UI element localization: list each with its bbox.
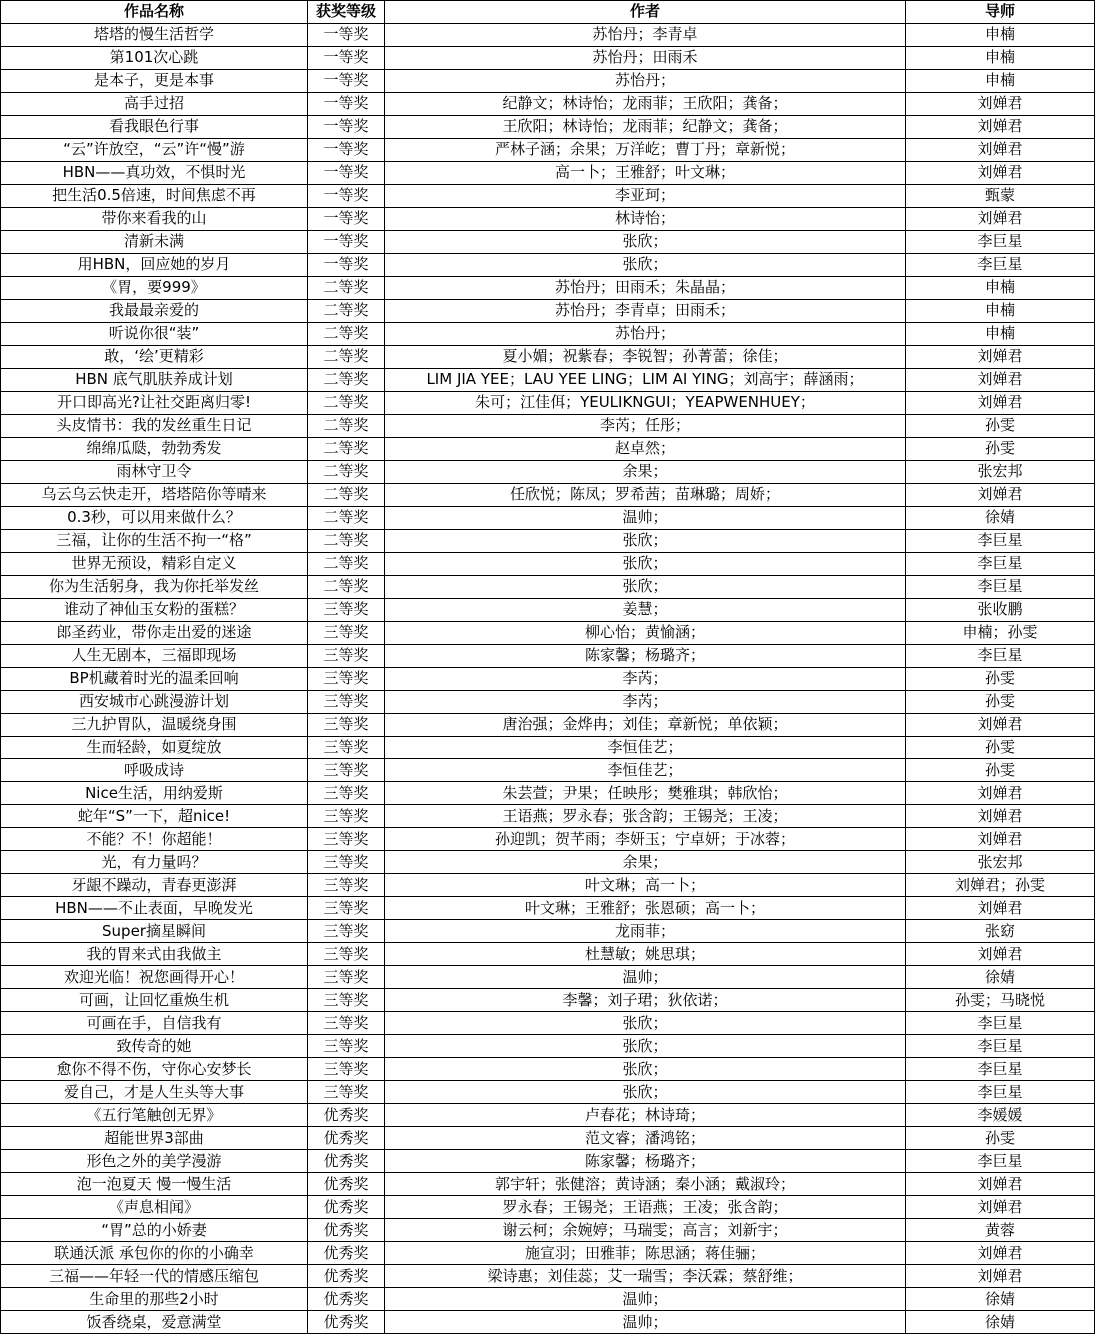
table-row — [1, 1104, 1095, 1127]
mentor-cell: 张收鹏 — [906, 598, 1095, 621]
work-title-cell: 西安城市心跳漫游计划 — [1, 690, 308, 713]
table-row — [1, 138, 1095, 161]
work-title-cell: 《胃，要999》 — [1, 276, 308, 299]
award-level-cell: 三等奖 — [308, 943, 385, 966]
table-row — [1, 759, 1095, 782]
authors-cell: 王语燕；罗永春；张含韵；王锡尧；王凌； — [385, 805, 906, 828]
table-row — [1, 667, 1095, 690]
table-row — [1, 253, 1095, 276]
work-title-cell: 雨林守卫令 — [1, 460, 308, 483]
mentor-cell: 刘婵君 — [906, 805, 1095, 828]
mentor-cell: 张窈 — [906, 920, 1095, 943]
award-level-cell: 三等奖 — [308, 989, 385, 1012]
table-row — [1, 92, 1095, 115]
mentor-cell: 李巨星 — [906, 552, 1095, 575]
mentor-cell: 刘婵君 — [906, 368, 1095, 391]
award-level-cell: 三等奖 — [308, 897, 385, 920]
authors-cell: 唐治强；金烨冉；刘佳；章新悦；单依颖； — [385, 713, 906, 736]
work-title-cell: 三福，让你的生活不拘一“格” — [1, 529, 308, 552]
work-title-cell: 是本子，更是本事 — [1, 69, 308, 92]
work-title-cell: 听说你很“装” — [1, 322, 308, 345]
table-row — [1, 1150, 1095, 1173]
table-row — [1, 69, 1095, 92]
authors-cell: 温帅； — [385, 1288, 906, 1311]
work-title-cell: 世界无预设，精彩自定义 — [1, 552, 308, 575]
mentor-cell: 刘婵君 — [906, 1265, 1095, 1288]
table-row — [1, 552, 1095, 575]
mentor-cell: 刘婵君 — [906, 1242, 1095, 1265]
table-row — [1, 345, 1095, 368]
authors-cell: 梁诗惠；刘佳蕊；艾一瑞雪；李沃霖；蔡舒维； — [385, 1265, 906, 1288]
authors-cell: 张欣； — [385, 1035, 906, 1058]
authors-cell: 余果； — [385, 460, 906, 483]
header-mentor: 导师 — [906, 1, 1095, 24]
authors-cell: 苏怡丹；李青卓；田雨禾； — [385, 299, 906, 322]
authors-cell: 温帅； — [385, 966, 906, 989]
table-row — [1, 161, 1095, 184]
work-title-cell: 联通沃派 承包你的你的小确幸 — [1, 1242, 308, 1265]
work-title-cell: 敢，‘绘’更精彩 — [1, 345, 308, 368]
table-row — [1, 184, 1095, 207]
authors-cell: 苏怡丹； — [385, 322, 906, 345]
work-title-cell: 泡一泡夏天 慢一慢生活 — [1, 1173, 308, 1196]
mentor-cell: 刘婵君 — [906, 782, 1095, 805]
work-title-cell: 光，有力量吗？ — [1, 851, 308, 874]
award-level-cell: 一等奖 — [308, 69, 385, 92]
table-row — [1, 1081, 1095, 1104]
authors-cell: 严林子涵；余果；万洋屹；曹丁丹；章新悦； — [385, 138, 906, 161]
mentor-cell: 徐婧 — [906, 966, 1095, 989]
authors-cell: 李芮； — [385, 667, 906, 690]
table-row — [1, 1288, 1095, 1311]
mentor-cell: 李巨星 — [906, 529, 1095, 552]
table-row — [1, 1058, 1095, 1081]
award-level-cell: 三等奖 — [308, 1012, 385, 1035]
authors-cell: 苏怡丹；田雨禾；朱晶晶； — [385, 276, 906, 299]
authors-cell: 苏怡丹；李青卓 — [385, 23, 906, 46]
table-row — [1, 1219, 1095, 1242]
mentor-cell: 张宏邦 — [906, 460, 1095, 483]
work-title-cell: 高手过招 — [1, 92, 308, 115]
mentor-cell: 刘婵君；孙雯 — [906, 874, 1095, 897]
table-row — [1, 23, 1095, 46]
authors-cell: 李芮；任彤； — [385, 414, 906, 437]
award-level-cell: 三等奖 — [308, 1081, 385, 1104]
authors-cell: 卢春花；林诗琦； — [385, 1104, 906, 1127]
mentor-cell: 孙雯；马晓悦 — [906, 989, 1095, 1012]
authors-cell: 郭宇轩；张健溶；黄诗涵；秦小涵；戴淑玲； — [385, 1173, 906, 1196]
authors-cell: 龙雨菲； — [385, 920, 906, 943]
mentor-cell: 刘婵君 — [906, 391, 1095, 414]
award-level-cell: 优秀奖 — [308, 1288, 385, 1311]
table-row — [1, 207, 1095, 230]
work-title-cell: HBN 底气肌肤养成计划 — [1, 368, 308, 391]
table-row — [1, 1311, 1095, 1334]
award-level-cell: 优秀奖 — [308, 1242, 385, 1265]
mentor-cell: 孙雯 — [906, 414, 1095, 437]
work-title-cell: 把生活0.5倍速，时间焦虑不再 — [1, 184, 308, 207]
work-title-cell: 生命里的那些2小时 — [1, 1288, 308, 1311]
award-level-cell: 三等奖 — [308, 920, 385, 943]
table-row — [1, 966, 1095, 989]
work-title-cell: 人生无剧本，三福即现场 — [1, 644, 308, 667]
work-title-cell: 可画，让回忆重焕生机 — [1, 989, 308, 1012]
award-level-cell: 二等奖 — [308, 575, 385, 598]
award-level-cell: 优秀奖 — [308, 1265, 385, 1288]
table-row — [1, 46, 1095, 69]
award-level-cell: 三等奖 — [308, 851, 385, 874]
authors-cell: 王欣阳；林诗怡；龙雨菲；纪静文；龚备； — [385, 115, 906, 138]
work-title-cell: 我最最亲爱的 — [1, 299, 308, 322]
mentor-cell: 刘婵君 — [906, 138, 1095, 161]
table-row — [1, 276, 1095, 299]
mentor-cell: 孙雯 — [906, 690, 1095, 713]
work-title-cell: Nice生活，用纳爱斯 — [1, 782, 308, 805]
table-row — [1, 782, 1095, 805]
work-title-cell: 三福——年轻一代的情感压缩包 — [1, 1265, 308, 1288]
mentor-cell: 刘婵君 — [906, 943, 1095, 966]
authors-cell: 张欣； — [385, 1012, 906, 1035]
mentor-cell: 李巨星 — [906, 575, 1095, 598]
mentor-cell: 李巨星 — [906, 644, 1095, 667]
mentor-cell: 申楠 — [906, 276, 1095, 299]
table-row — [1, 506, 1095, 529]
authors-cell: 姜慧； — [385, 598, 906, 621]
work-title-cell: HBN——不止表面，早晚发光 — [1, 897, 308, 920]
mentor-cell: 黄蓉 — [906, 1219, 1095, 1242]
work-title-cell: 超能世界3部曲 — [1, 1127, 308, 1150]
authors-cell: 赵卓然； — [385, 437, 906, 460]
mentor-cell: 申楠 — [906, 299, 1095, 322]
award-level-cell: 二等奖 — [308, 529, 385, 552]
award-level-cell: 一等奖 — [308, 138, 385, 161]
mentor-cell: 孙雯 — [906, 1127, 1095, 1150]
award-level-cell: 三等奖 — [308, 782, 385, 805]
work-title-cell: 谁动了神仙玉女粉的蛋糕？ — [1, 598, 308, 621]
table-row — [1, 322, 1095, 345]
authors-cell: 罗永春；王锡尧；王语燕；王凌；张含韵； — [385, 1196, 906, 1219]
mentor-cell: 徐婧 — [906, 506, 1095, 529]
authors-cell: 张欣； — [385, 230, 906, 253]
table-row — [1, 1196, 1095, 1219]
award-level-cell: 二等奖 — [308, 345, 385, 368]
work-title-cell: 可画在手，自信我有 — [1, 1012, 308, 1035]
mentor-cell: 刘婵君 — [906, 161, 1095, 184]
work-title-cell: 第101次心跳 — [1, 46, 308, 69]
table-row — [1, 690, 1095, 713]
table-row — [1, 621, 1095, 644]
mentor-cell: 李巨星 — [906, 1058, 1095, 1081]
award-level-cell: 三等奖 — [308, 598, 385, 621]
mentor-cell: 徐婧 — [906, 1288, 1095, 1311]
authors-cell: 谢云柯；余婉婷；马瑞雯；高言；刘新宇； — [385, 1219, 906, 1242]
mentor-cell: 李巨星 — [906, 1012, 1095, 1035]
work-title-cell: 清新未满 — [1, 230, 308, 253]
work-title-cell: “胃”总的小娇妻 — [1, 1219, 308, 1242]
mentor-cell: 张宏邦 — [906, 851, 1095, 874]
authors-cell: 张欣； — [385, 253, 906, 276]
work-title-cell: 头皮情书：我的发丝重生日记 — [1, 414, 308, 437]
table-row — [1, 897, 1095, 920]
work-title-cell: 生而轻龄，如夏绽放 — [1, 736, 308, 759]
mentor-cell: 申楠 — [906, 23, 1095, 46]
authors-cell: 孙迎凯；贺芊雨；李妍玉；宁卓妍；于冰蓉； — [385, 828, 906, 851]
authors-cell: 李馨；刘子珺；狄依诺； — [385, 989, 906, 1012]
authors-cell: 张欣； — [385, 552, 906, 575]
mentor-cell: 李巨星 — [906, 1035, 1095, 1058]
award-level-cell: 一等奖 — [308, 207, 385, 230]
table-row — [1, 644, 1095, 667]
table-row — [1, 1242, 1095, 1265]
authors-cell: 李恒佳艺； — [385, 759, 906, 782]
award-level-cell: 一等奖 — [308, 46, 385, 69]
award-level-cell: 三等奖 — [308, 713, 385, 736]
mentor-cell: 刘婵君 — [906, 92, 1095, 115]
table-row — [1, 529, 1095, 552]
table-row — [1, 874, 1095, 897]
table-row — [1, 414, 1095, 437]
award-level-cell: 优秀奖 — [308, 1104, 385, 1127]
authors-cell: 温帅； — [385, 506, 906, 529]
award-level-cell: 一等奖 — [308, 23, 385, 46]
mentor-cell: 刘婵君 — [906, 1173, 1095, 1196]
authors-cell: 高一卜；王雅舒；叶文琳； — [385, 161, 906, 184]
award-level-cell: 一等奖 — [308, 230, 385, 253]
table-row — [1, 391, 1095, 414]
mentor-cell: 孙雯 — [906, 736, 1095, 759]
table-row — [1, 460, 1095, 483]
table-row — [1, 368, 1095, 391]
award-level-cell: 优秀奖 — [308, 1196, 385, 1219]
work-title-cell: 蛇年“S”一下，超nice! — [1, 805, 308, 828]
table-row — [1, 920, 1095, 943]
work-title-cell: BP机藏着时光的温柔回响 — [1, 667, 308, 690]
table-row — [1, 598, 1095, 621]
work-title-cell: 呼吸成诗 — [1, 759, 308, 782]
work-title-cell: HBN——真功效，不惧时光 — [1, 161, 308, 184]
mentor-cell: 李巨星 — [906, 1150, 1095, 1173]
award-level-cell: 三等奖 — [308, 828, 385, 851]
table-row — [1, 483, 1095, 506]
award-level-cell: 一等奖 — [308, 184, 385, 207]
mentor-cell: 刘婵君 — [906, 713, 1095, 736]
authors-cell: 施宣羽；田雅菲；陈思涵；蒋佳骊； — [385, 1242, 906, 1265]
award-level-cell: 优秀奖 — [308, 1173, 385, 1196]
award-level-cell: 一等奖 — [308, 161, 385, 184]
award-level-cell: 一等奖 — [308, 253, 385, 276]
mentor-cell: 刘婵君 — [906, 897, 1095, 920]
mentor-cell: 申楠 — [906, 69, 1095, 92]
award-level-cell: 二等奖 — [308, 506, 385, 529]
work-title-cell: 欢迎光临！祝您画得开心！ — [1, 966, 308, 989]
mentor-cell: 李巨星 — [906, 253, 1095, 276]
award-level-cell: 一等奖 — [308, 92, 385, 115]
award-level-cell: 三等奖 — [308, 759, 385, 782]
authors-cell: 陈家馨；杨璐齐； — [385, 644, 906, 667]
mentor-cell: 李巨星 — [906, 230, 1095, 253]
award-level-cell: 三等奖 — [308, 1058, 385, 1081]
award-level-cell: 优秀奖 — [308, 1150, 385, 1173]
mentor-cell: 徐婧 — [906, 1311, 1095, 1334]
award-level-cell: 一等奖 — [308, 115, 385, 138]
mentor-cell: 申楠 — [906, 46, 1095, 69]
mentor-cell: 孙雯 — [906, 437, 1095, 460]
table-row — [1, 230, 1095, 253]
table-row — [1, 1035, 1095, 1058]
mentor-cell: 刘婵君 — [906, 345, 1095, 368]
table-row — [1, 805, 1095, 828]
award-level-cell: 二等奖 — [308, 552, 385, 575]
authors-cell: 夏小媚；祝紫春；李锐智；孙菁蕾；徐佳； — [385, 345, 906, 368]
authors-cell: 张欣； — [385, 1081, 906, 1104]
work-title-cell: 《五行笔触创无界》 — [1, 1104, 308, 1127]
authors-cell: 苏怡丹； — [385, 69, 906, 92]
work-title-cell: 不能？不！你超能！ — [1, 828, 308, 851]
table-row — [1, 1173, 1095, 1196]
work-title-cell: 形色之外的美学漫游 — [1, 1150, 308, 1173]
authors-cell: 纪静文；林诗怡；龙雨菲；王欣阳；龚备； — [385, 92, 906, 115]
authors-cell: 李恒佳艺； — [385, 736, 906, 759]
table-row — [1, 713, 1095, 736]
work-title-cell: 饭香绕桌，爱意满堂 — [1, 1311, 308, 1334]
work-title-cell: 致传奇的她 — [1, 1035, 308, 1058]
work-title-cell: 愈你不得不伤，守你心安梦长 — [1, 1058, 308, 1081]
table-body — [1, 23, 1095, 1333]
authors-cell: 李芮； — [385, 690, 906, 713]
mentor-cell: 孙雯 — [906, 759, 1095, 782]
table-row — [1, 989, 1095, 1012]
authors-cell: 林诗怡； — [385, 207, 906, 230]
award-level-cell: 二等奖 — [308, 460, 385, 483]
mentor-cell: 李媛媛 — [906, 1104, 1095, 1127]
table-row — [1, 736, 1095, 759]
mentor-cell: 孙雯 — [906, 667, 1095, 690]
work-title-cell: 绵绵瓜瓞，勃勃秀发 — [1, 437, 308, 460]
award-level-cell: 三等奖 — [308, 736, 385, 759]
work-title-cell: 我的胃来式由我做主 — [1, 943, 308, 966]
header-work-title: 作品名称 — [1, 1, 308, 24]
work-title-cell: 带你来看我的山 — [1, 207, 308, 230]
award-level-cell: 二等奖 — [308, 368, 385, 391]
table-row — [1, 575, 1095, 598]
mentor-cell: 李巨星 — [906, 1081, 1095, 1104]
award-level-cell: 二等奖 — [308, 391, 385, 414]
award-level-cell: 二等奖 — [308, 299, 385, 322]
work-title-cell: 你为生活躬身，我为你托举发丝 — [1, 575, 308, 598]
authors-cell: 苏怡丹；田雨禾 — [385, 46, 906, 69]
award-level-cell: 三等奖 — [308, 667, 385, 690]
authors-cell: 张欣； — [385, 529, 906, 552]
mentor-cell: 刘婵君 — [906, 207, 1095, 230]
work-title-cell: 看我眼色行事 — [1, 115, 308, 138]
authors-cell: 叶文琳；王雅舒；张恩硕；高一卜； — [385, 897, 906, 920]
award-level-cell: 三等奖 — [308, 644, 385, 667]
table-row — [1, 1012, 1095, 1035]
award-level-cell: 二等奖 — [308, 437, 385, 460]
award-level-cell: 优秀奖 — [308, 1127, 385, 1150]
work-title-cell: Super摘星瞬间 — [1, 920, 308, 943]
mentor-cell: 甄蒙 — [906, 184, 1095, 207]
work-title-cell: 爱自己，才是人生头等大事 — [1, 1081, 308, 1104]
table-row — [1, 1265, 1095, 1288]
work-title-cell: 开口即高光?让社交距离归零! — [1, 391, 308, 414]
award-level-cell: 二等奖 — [308, 276, 385, 299]
award-level-cell: 优秀奖 — [308, 1219, 385, 1242]
work-title-cell: 《声息相闻》 — [1, 1196, 308, 1219]
table-row — [1, 437, 1095, 460]
authors-cell: 任欣悦；陈凤；罗希茜；苗琳璐；周娇； — [385, 483, 906, 506]
mentor-cell: 刘婵君 — [906, 483, 1095, 506]
work-title-cell: 牙龈不躁动，青春更澎湃 — [1, 874, 308, 897]
work-title-cell: “云”许放空，“云”许“慢”游 — [1, 138, 308, 161]
table-row — [1, 943, 1095, 966]
authors-cell: 杜慧敏；姚思琪； — [385, 943, 906, 966]
work-title-cell: 郎圣药业，带你走出爱的迷途 — [1, 621, 308, 644]
authors-cell: 范文睿；潘鸿铭； — [385, 1127, 906, 1150]
authors-cell: 陈家馨；杨璐齐； — [385, 1150, 906, 1173]
work-title-cell: 塔塔的慢生活哲学 — [1, 23, 308, 46]
table-row — [1, 1127, 1095, 1150]
work-title-cell: 用HBN，回应她的岁月 — [1, 253, 308, 276]
header-authors: 作者 — [385, 1, 906, 24]
award-level-cell: 二等奖 — [308, 322, 385, 345]
work-title-cell: 三九护胃队，温暖绕身围 — [1, 713, 308, 736]
authors-cell: 余果； — [385, 851, 906, 874]
mentor-cell: 申楠 — [906, 322, 1095, 345]
award-level-cell: 二等奖 — [308, 414, 385, 437]
table-row — [1, 828, 1095, 851]
award-level-cell: 二等奖 — [308, 483, 385, 506]
mentor-cell: 刘婵君 — [906, 828, 1095, 851]
work-title-cell: 乌云乌云快走开，塔塔陪你等晴来 — [1, 483, 308, 506]
authors-cell: 柳心怡；黄愉涵； — [385, 621, 906, 644]
authors-cell: 李亚珂； — [385, 184, 906, 207]
authors-cell: 朱可；江佳佴；YEULIKNGUI；YEAPWENHUEY； — [385, 391, 906, 414]
authors-cell: 张欣； — [385, 1058, 906, 1081]
award-level-cell: 三等奖 — [308, 690, 385, 713]
award-level-cell: 三等奖 — [308, 874, 385, 897]
header-award-level: 获奖等级 — [308, 1, 385, 24]
mentor-cell: 申楠；孙雯 — [906, 621, 1095, 644]
table-row — [1, 115, 1095, 138]
authors-cell: 叶文琳；高一卜； — [385, 874, 906, 897]
header-row — [1, 1, 1095, 24]
award-level-cell: 三等奖 — [308, 805, 385, 828]
authors-cell: 朱芸萱；尹果；任映彤；樊雅琪；韩欣怡； — [385, 782, 906, 805]
mentor-cell: 刘婵君 — [906, 1196, 1095, 1219]
award-level-cell: 三等奖 — [308, 1035, 385, 1058]
award-level-cell: 三等奖 — [308, 966, 385, 989]
table-row — [1, 299, 1095, 322]
award-level-cell: 三等奖 — [308, 621, 385, 644]
authors-cell: LIM JIA YEE；LAU YEE LING；LIM AI YING；刘高宇；薛涵雨； — [385, 368, 906, 391]
mentor-cell: 刘婵君 — [906, 115, 1095, 138]
authors-cell: 温帅； — [385, 1311, 906, 1334]
authors-cell: 张欣； — [385, 575, 906, 598]
table-row — [1, 851, 1095, 874]
work-title-cell: 0.3秒，可以用来做什么？ — [1, 506, 308, 529]
award-level-cell: 优秀奖 — [308, 1311, 385, 1334]
